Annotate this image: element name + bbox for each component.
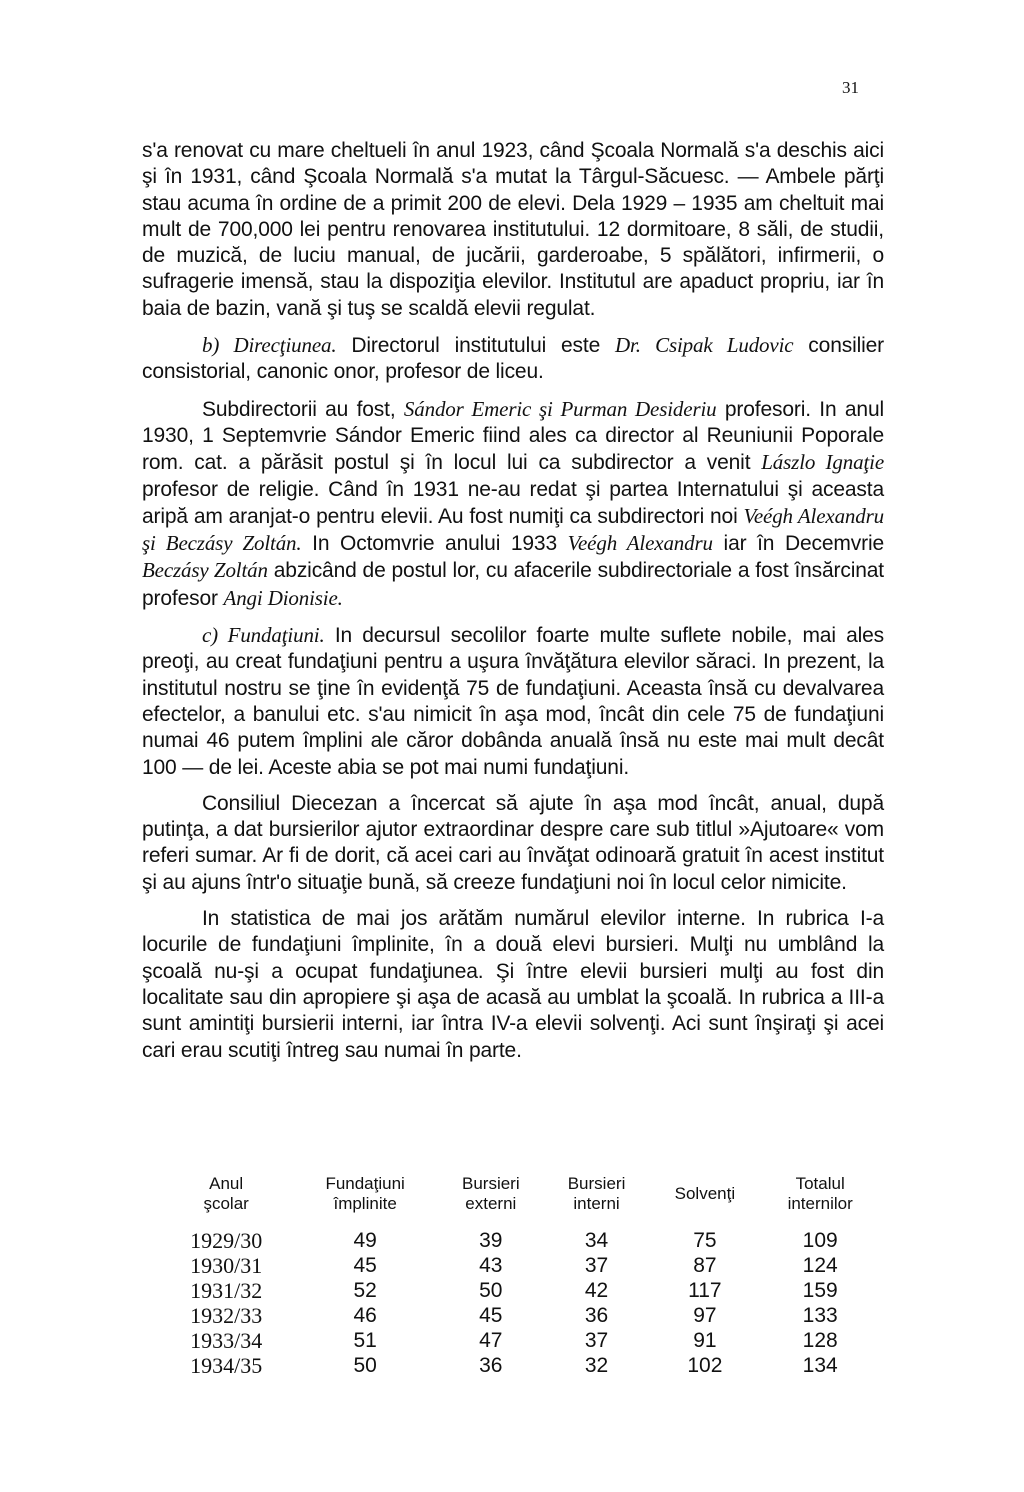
text-run: Consiliul Diecezan a încercat să ajute în aşa mod încât, anual, după putinţa, a dat bursierilor ajutor extraordinar despre care sub titlul »Ajutoare« vom referi sumar. Ar fi de dorit, că acei cari au învăţat odinoară gratuit în acest institut şi au ajuns într'o situaţie bună, să creeze fundaţiuni noi în locul celor nimicite. bbox=[142, 791, 884, 894]
italic-text: Lászlo Ignaţie bbox=[761, 450, 884, 475]
table-row bbox=[160, 1328, 880, 1353]
statistics-table bbox=[160, 1174, 880, 1378]
table-row bbox=[160, 1278, 880, 1303]
column-header bbox=[292, 1174, 438, 1228]
table-cell: 49 bbox=[353, 1229, 377, 1252]
column-header bbox=[160, 1174, 292, 1228]
column-header-line: Totalul bbox=[795, 1174, 845, 1193]
italic-text: Angi Dionisie. bbox=[223, 585, 343, 610]
table-cell: 75 bbox=[693, 1229, 717, 1252]
table-cell: 45 bbox=[353, 1254, 377, 1277]
text-run: Directorul institutului este bbox=[336, 334, 615, 358]
table-cell: 109 bbox=[802, 1229, 838, 1252]
column-header-line: Bursieri bbox=[462, 1174, 520, 1193]
table-body bbox=[160, 1228, 880, 1378]
table-cell: 133 bbox=[802, 1304, 838, 1327]
body-text bbox=[142, 138, 884, 1064]
table-cell: 117 bbox=[688, 1279, 722, 1302]
year-cell: 1931/32 bbox=[190, 1278, 263, 1303]
column-header-line: împlinite bbox=[333, 1194, 397, 1213]
column-header-line: şcolar bbox=[203, 1194, 249, 1213]
table-cell: 45 bbox=[479, 1304, 503, 1327]
paragraph bbox=[142, 791, 884, 896]
table-cell: 102 bbox=[687, 1354, 723, 1377]
table-header bbox=[160, 1174, 880, 1228]
italic-text: Beczásy Zoltán bbox=[142, 558, 268, 583]
italic-text: Veégh Alexandru şi Beczásy Zoltán. bbox=[142, 503, 884, 556]
table-cell: 34 bbox=[584, 1229, 609, 1252]
text-run: In Octomvrie anului 1933 bbox=[301, 532, 568, 556]
table-cell: 36 bbox=[584, 1304, 609, 1327]
italic-text: Veégh Alexandru bbox=[567, 531, 713, 556]
table-row bbox=[160, 1303, 880, 1328]
year-cell: 1930/31 bbox=[190, 1253, 263, 1278]
year-cell: 1929/30 bbox=[190, 1228, 263, 1253]
column-header-line: Fundaţiuni bbox=[325, 1174, 405, 1193]
text-run: iar în Decemvrie bbox=[712, 532, 884, 556]
column-header bbox=[544, 1174, 650, 1228]
column-header bbox=[649, 1174, 760, 1228]
table-cell: 36 bbox=[479, 1354, 503, 1377]
table-cell: 159 bbox=[802, 1279, 838, 1302]
text-run: In decursul secolilor foarte multe suflete nobile, mai ales preoţi, au creat fundaţiuni pentru a uşura învăţătura elevilor săraci. In prezent, la institutul nostru se ţine în evidenţă 75 de fundaţiuni. Aceasta însă cu devalvarea efectelor, a banului etc. s'au nimicit în aşa mod, încât din cele 75 de fundaţiuni numai 46 putem împlini ale căror dobânda anuală însă nu este mai mult decât 100 — de lei. Aceste abia se pot mai numi fundaţiuni. bbox=[142, 624, 884, 779]
column-header bbox=[760, 1174, 880, 1228]
column-header-line: interni bbox=[573, 1194, 620, 1213]
text-run: consilier consistorial, canonic onor, profesor de liceu. bbox=[142, 334, 884, 384]
table-header-row bbox=[160, 1174, 880, 1228]
paragraph bbox=[142, 396, 884, 612]
table-cell: 97 bbox=[693, 1304, 717, 1327]
text-run: abzicând de postul lor, cu afacerile subdirectoriale a fost însărcinat profesor bbox=[142, 559, 884, 610]
table-cell: 51 bbox=[353, 1329, 377, 1352]
table-row bbox=[160, 1253, 880, 1278]
table-cell: 134 bbox=[802, 1354, 838, 1377]
text-run: In statistica de mai jos arătăm numărul elevilor interne. In rubrica I-a locurile de fundaţiuni împlinite, în a două elevi bursieri. Mulţi nu umblând la şcoală nu-şi a ocupat fundaţiunea. Şi între elevii bursieri mulţi au fost din localitate sau din apropiere şi aşa de acasă au umblat la şcoală. In rubrica a III-a sunt amintiţi bursierii interni, iar întra IV-a elevii solvenţi. Aci sunt înşiraţi şi acei cari erau scutiţi întreg sau numai în parte. bbox=[142, 907, 884, 1062]
table-cell: 128 bbox=[802, 1329, 838, 1352]
column-header-line: internilor bbox=[787, 1194, 853, 1213]
column-header-line: Anul bbox=[209, 1174, 244, 1193]
italic-text: Dr. Csipak Ludovic bbox=[615, 333, 794, 358]
table-cell: 50 bbox=[353, 1354, 377, 1377]
table-cell: 87 bbox=[693, 1254, 717, 1277]
table-cell: 43 bbox=[479, 1254, 503, 1277]
table-cell: 47 bbox=[479, 1329, 503, 1352]
year-cell: 1934/35 bbox=[190, 1353, 263, 1378]
text-run: profesori. In anul 1930, 1 Septemvrie Sándor Emeric fiind ales ca director al Reuniunii Poporale rom. cat. a părăsit postul şi în locul lui ca subdirector a venit bbox=[142, 397, 884, 475]
paragraph bbox=[142, 138, 884, 322]
italic-text: c) Fundaţiuni. bbox=[202, 623, 325, 648]
page-number: 31 bbox=[842, 78, 859, 97]
table-cell: 46 bbox=[353, 1304, 377, 1327]
column-header bbox=[438, 1174, 544, 1228]
table-cell: 124 bbox=[802, 1254, 838, 1277]
column-header-line: Bursieri bbox=[567, 1174, 626, 1193]
paragraph bbox=[142, 622, 884, 781]
text-run: profesor de religie. Când în 1931 ne-au redat şi partea Internatului şi aceasta aripă am aranjat-o pentru elevii. Au fost numiţi ca subdirectori noi bbox=[142, 477, 884, 528]
table-row bbox=[160, 1228, 880, 1253]
table-row bbox=[160, 1353, 880, 1378]
table-cell: 39 bbox=[479, 1229, 503, 1252]
year-cell: 1933/34 bbox=[190, 1328, 263, 1353]
italic-text: Sándor Emeric şi Purman Desideriu bbox=[403, 396, 717, 421]
paragraph bbox=[142, 332, 884, 386]
table-cell: 52 bbox=[353, 1279, 377, 1302]
table-cell: 37 bbox=[584, 1329, 609, 1352]
table-cell: 37 bbox=[584, 1254, 609, 1277]
table-cell: 50 bbox=[479, 1279, 503, 1302]
table-cell: 32 bbox=[584, 1354, 609, 1377]
column-header-line: Solvenţi bbox=[674, 1184, 736, 1203]
text-run: Subdirectorii au fost, bbox=[202, 397, 404, 421]
year-cell: 1932/33 bbox=[190, 1303, 263, 1328]
paragraph bbox=[142, 906, 884, 1064]
table-cell: 42 bbox=[584, 1279, 609, 1302]
column-header-line: externi bbox=[465, 1194, 517, 1213]
italic-text: b) Direcţiunea. bbox=[202, 333, 337, 358]
text-run: s'a renovat cu mare cheltueli în anul 1923, când Şcoala Normală s'a deschis aici şi în 1931, când Şcoala Normală s'a mutat la Târgul-Săcuesc. — Ambele părţi stau acuma în ordine de a primit 200 de elevi. Dela 1929 – 1935 am cheltuit mai mult de 700,000 lei pentru renovarea institutului. 12 dormitoare, 8 săli, de studii, de muzică, de luciu manual, de jucării, garderoabe, 5 spălători, infirmerii, o sufragerie imensă, stau la dispoziţia elevilor. Institutul are apaduct propriu, iar în baia de bazin, vană şi tuş se scaldă elevii regulat. bbox=[142, 139, 884, 320]
table-cell: 91 bbox=[693, 1329, 717, 1352]
